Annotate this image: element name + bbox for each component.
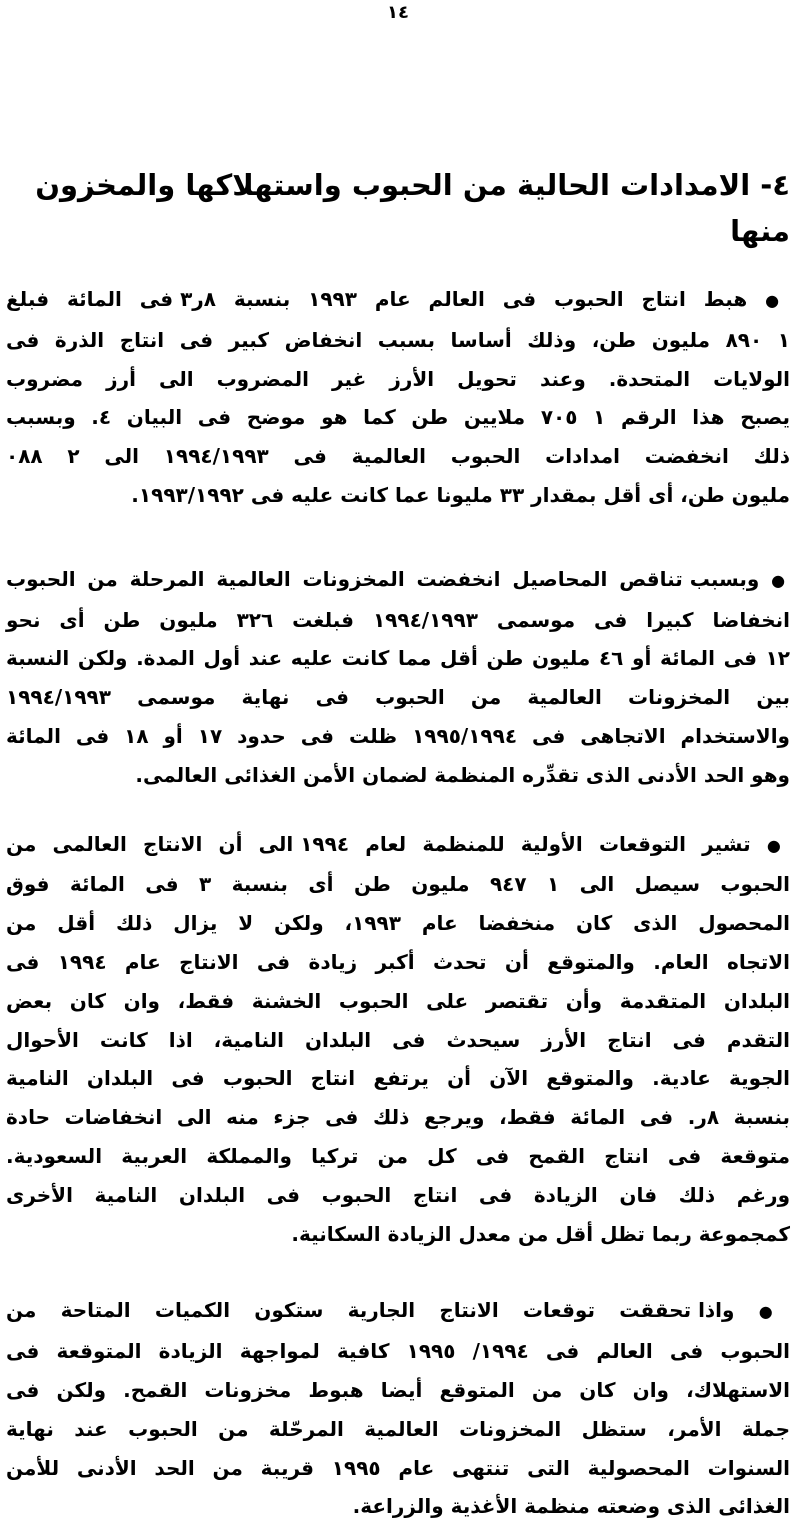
text-line (6, 437, 790, 476)
paragraph-3 (6, 825, 790, 1254)
text-line (6, 1021, 790, 1060)
text-line (6, 1098, 790, 1137)
line-text: الجوية عادية. والمتوقع الآن أن يرتفع انتاج الحبوب فى البلدان النامية (6, 1066, 790, 1091)
line-text: المحصول الذى كان منخفضا عام ١٩٩٣، ولكن لا يزال ذلك أقل من (6, 911, 791, 936)
line-text: بين المخزونات العالمية من الحبوب فى نهاية موسمى ١٩٩٤/١٩٩٣ (6, 685, 790, 710)
line-text: ذلك انخفضت امدادات الحبوب العالمية فى ١٩٩٤/١٩٩٣ الى ٢ ٠٨٨ (6, 444, 790, 469)
line-text: الاستهلاك، وان كان من المتوقع أيضا هبوط مخزونات القمح. ولكن فى (6, 1377, 790, 1402)
text-line (6, 717, 790, 756)
paragraph-2 (6, 560, 790, 795)
text-line (6, 1137, 790, 1176)
text-line (6, 1371, 790, 1410)
text-line (6, 1215, 790, 1254)
paragraph-1 (6, 280, 790, 515)
text-line (6, 1487, 790, 1526)
line-text: انخفاضا كبيرا فى موسمى ١٩٩٤/١٩٩٣ فبلغت ٣٢٦ مليون طن أى نحو (6, 607, 791, 632)
line-text: وهو الحد الأدنى الذى تقدِّره المنظمة لضمان الأمن الغذائى العالمى. (135, 762, 790, 787)
line-text: ورغم ذلك فان الزيادة فى انتاج الحبوب فى البلدان النامية الأخرى (6, 1182, 790, 1207)
line-text: الولايات المتحدة. وعند تحويل الأرز غير المضروب الى أرز مضروب (6, 366, 790, 391)
paragraph-4 (6, 1291, 790, 1526)
text-line (6, 865, 790, 904)
text-line (6, 601, 790, 640)
text-line (6, 982, 790, 1021)
line-text: يصبح هذا الرقم ١ ٧٠٥ ملايين طن كما هو موضح فى البيان ٤. وبسبب (6, 405, 791, 430)
line-text: كمجموعة ربما تظل أقل من معدل الزيادة السكانية. (291, 1221, 790, 1246)
bullet-icon: ● (766, 835, 790, 855)
line-text: ١ ٨٩٠ مليون طن، وذلك أساسا بسبب انخفاض كبير فى انتاج الذرة فى (6, 327, 791, 352)
text-line (6, 943, 790, 982)
line-text: متوقعة فى انتاج القمح فى كل من تركيا والمملكة العربية السعودية. (6, 1143, 790, 1168)
line-text: بنسبة ٨ر. فى المائة فقط، ويرجع ذلك فى جزء منه الى انخفاضات حادة (6, 1105, 790, 1130)
text-line (6, 360, 790, 399)
line-text: تشير التوقعات الأولية للمنظمة لعام ١٩٩٤ الى أن الانتاج العالمى من (6, 831, 751, 856)
bullet-icon: ● (771, 570, 790, 590)
line-text: البلدان المتقدمة وأن تقتصر على الحبوب الخشنة فقط، وان كان بعض (6, 988, 790, 1013)
line-text: والاستخدام الاتجاهى فى ١٩٩٥/١٩٩٤ ظلت فى حدود ١٧ أو ١٨ فى المائة (6, 723, 790, 748)
line-text: الحبوب سيصل الى ١ ٩٤٧ مليون طن أى بنسبة ٣ فى المائة فوق (6, 872, 791, 897)
line-text: واذا تحققت توقعات الانتاج الجارية ستكون الكميات المتاحة من (6, 1298, 735, 1323)
bullet-icon: ● (758, 1302, 791, 1322)
line-text: التقدم فى انتاج الأرز سيحدث فى البلدان النامية، اذا كانت الأحوال (6, 1027, 790, 1052)
text-line (6, 1291, 790, 1332)
text-line (6, 639, 790, 678)
line-text: السنوات المحصولية التى تنتهى عام ١٩٩٥ قريبة من الحد الأدنى للأمن (6, 1455, 791, 1480)
line-text: الاتجاه العام. والمتوقع أن تحدث أكبر زيادة فى الانتاج عام ١٩٩٤ فى (6, 949, 790, 974)
text-line (6, 825, 790, 866)
text-line (6, 678, 790, 717)
text-line (6, 1176, 790, 1215)
section-heading: ٤- الامدادات الحالية من الحبوب واستهلاكها والمخزون منها (35, 168, 790, 248)
line-text: جملة الأمر، ستظل المخزونات العالمية المرحّلة من الحبوب عند نهاية (6, 1416, 790, 1441)
text-line (6, 398, 790, 437)
text-line (6, 904, 790, 943)
line-text: وبسبب تناقص المحاصيل انخفضت المخزونات العالمية المرحلة من الحبوب (6, 566, 760, 591)
text-line (6, 321, 790, 360)
text-line (6, 756, 790, 795)
line-text: مليون طن، أى أقل بمقدار ٣٣ مليونا عما كانت عليه فى ١٩٩٣/١٩٩٢. (131, 482, 790, 507)
text-line (6, 1332, 790, 1371)
page-number: ١٤ (387, 2, 409, 23)
line-text: هبط انتاج الحبوب فى العالم عام ١٩٩٣ بنسبة ٨ر٣ فى المائة فبلغ (6, 287, 748, 311)
bullet-icon: ● (765, 291, 791, 310)
line-text: الغذائى الذى وضعته منظمة الأغذية والزراعة. (352, 1494, 790, 1519)
text-line (6, 560, 790, 601)
text-line (6, 1059, 790, 1098)
line-text: ١٢ فى المائة أو ٤٦ مليون طن أقل مما كانت عليه عند أول المدة. ولكن النسبة (6, 646, 790, 671)
text-line (6, 1449, 790, 1488)
text-line (6, 1410, 790, 1449)
text-line (6, 280, 790, 321)
line-text: الحبوب فى العالم فى ١٩٩٤/ ١٩٩٥ كافية لمواجهة الزيادة المتوقعة فى (6, 1339, 790, 1364)
text-line (6, 476, 790, 515)
